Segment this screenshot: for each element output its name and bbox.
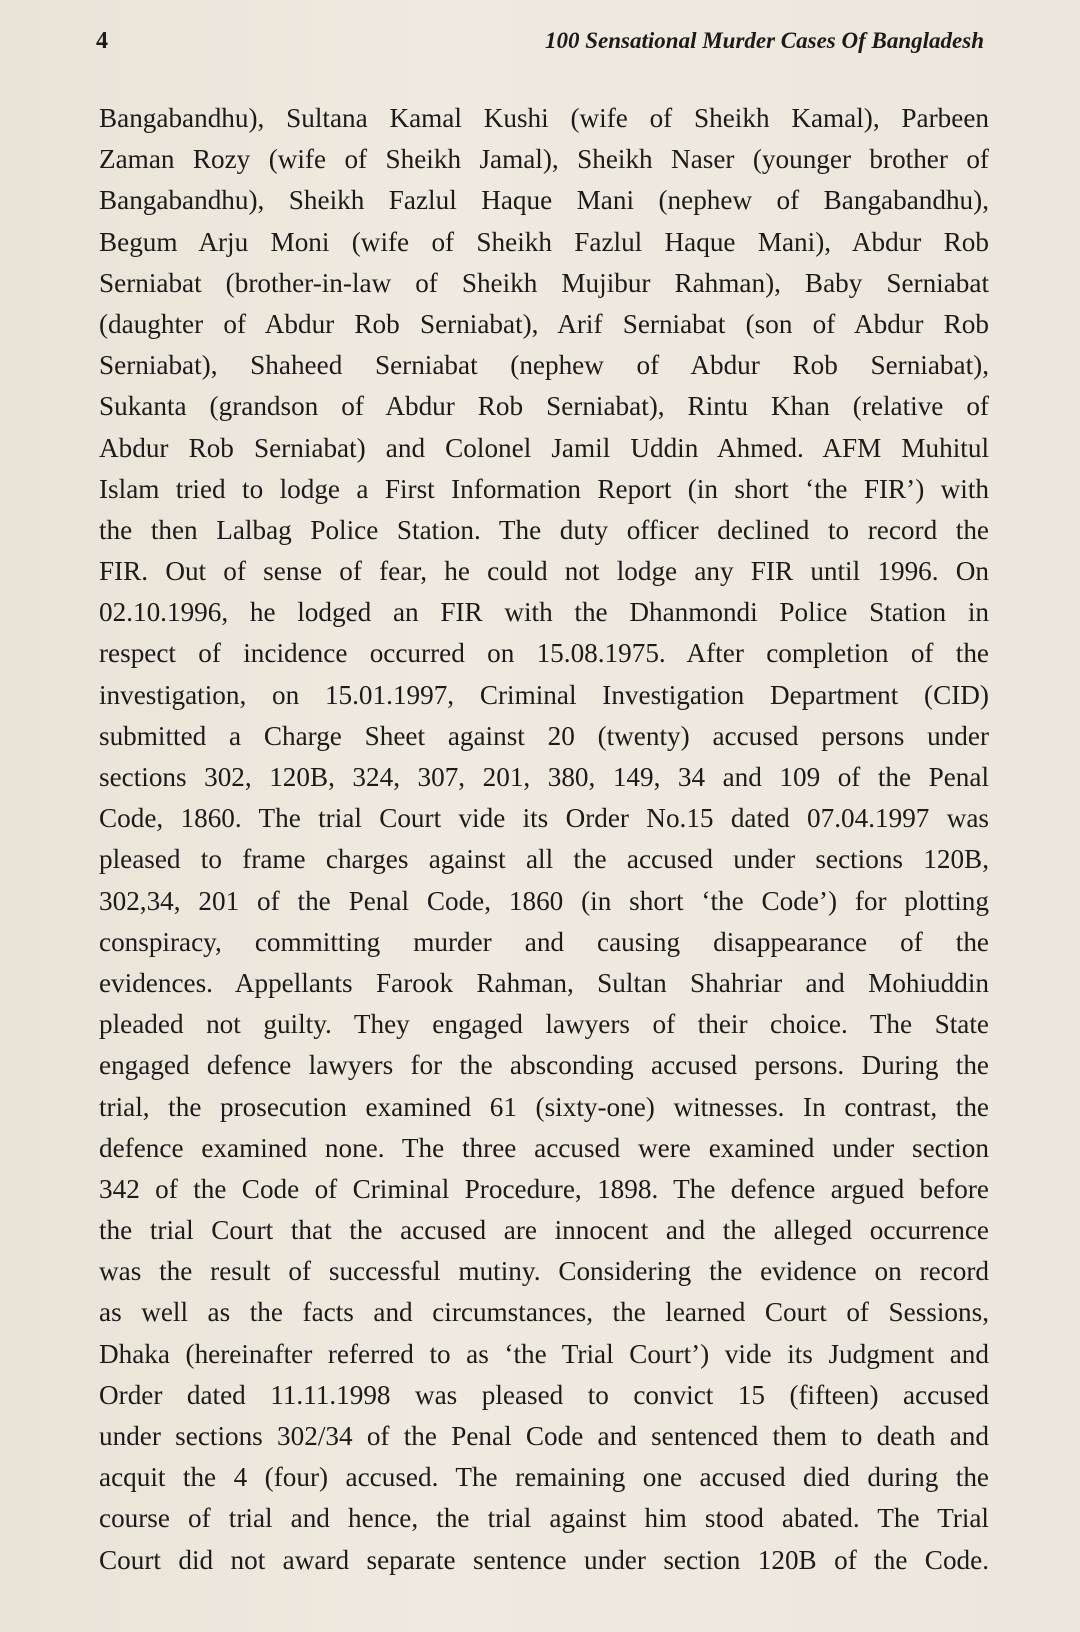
text-line: Begum Arju Moni (wife of Sheikh Fazlul Haque Mani), Abdur Rob bbox=[99, 226, 989, 257]
text-line: Islam tried to lodge a First Information Report (in short ‘the FIR’) with bbox=[99, 473, 989, 504]
text-line: acquit the 4 (four) accused. The remaining one accused died during the bbox=[99, 1462, 989, 1493]
text-line: was the result of successful mutiny. Considering the evidence on record bbox=[99, 1256, 989, 1287]
text-line: as well as the facts and circumstances, the learned Court of Sessions, bbox=[99, 1297, 989, 1328]
page-header bbox=[96, 28, 984, 62]
text-line: Order dated 11.11.1998 was pleased to convict 15 (fifteen) accused bbox=[99, 1379, 989, 1410]
text-line: FIR. Out of sense of fear, he could not lodge any FIR until 1996. On bbox=[99, 556, 989, 587]
body-paragraph bbox=[99, 98, 989, 1581]
text-line: sections 302, 120B, 324, 307, 201, 380, 149, 34 and 109 of the Penal bbox=[99, 762, 989, 792]
text-line: trial, the prosecution examined 61 (sixty-one) witnesses. In contrast, the bbox=[99, 1091, 989, 1122]
running-title: 100 Sensational Murder Cases Of Bangladesh bbox=[545, 28, 984, 53]
text-line: pleased to frame charges against all the accused under sections 120B, bbox=[99, 844, 989, 875]
text-line: pleaded not guilty. They engaged lawyers of their choice. The State bbox=[99, 1009, 989, 1040]
text-line: Bangabandhu), Sheikh Fazlul Haque Mani (nephew of Bangabandhu), bbox=[99, 185, 989, 216]
text-line: Serniabat (brother-in-law of Sheikh Mujibur Rahman), Baby Serniabat bbox=[99, 267, 989, 298]
text-line: course of trial and hence, the trial against him stood abated. The Trial bbox=[99, 1503, 989, 1534]
text-line: (daughter of Abdur Rob Serniabat), Arif Serniabat (son of Abdur Rob bbox=[99, 308, 989, 339]
page-number: 4 bbox=[96, 28, 108, 54]
text-line: Code, 1860. The trial Court vide its Order No.15 dated 07.04.1997 was bbox=[99, 803, 989, 834]
text-line: Abdur Rob Serniabat) and Colonel Jamil Uddin Ahmed. AFM Muhitul bbox=[99, 432, 989, 463]
text-line: under sections 302/34 of the Penal Code and sentenced them to death and bbox=[99, 1421, 989, 1451]
text-line: Zaman Rozy (wife of Sheikh Jamal), Sheikh Naser (younger brother of bbox=[99, 144, 989, 175]
text-line: Court did not award separate sentence under section 120B of the Code. bbox=[99, 1544, 989, 1575]
text-line: 302,34, 201 of the Penal Code, 1860 (in short ‘the Code’) for plotting bbox=[99, 885, 989, 916]
text-line: the trial Court that the accused are innocent and the alleged occurrence bbox=[99, 1215, 989, 1246]
text-line: submitted a Charge Sheet against 20 (twenty) accused persons under bbox=[99, 720, 989, 751]
text-line: defence examined none. The three accused were examined under section bbox=[99, 1132, 989, 1163]
text-line: Dhaka (hereinafter referred to as ‘the Trial Court’) vide its Judgment and bbox=[99, 1338, 989, 1369]
text-line: conspiracy, committing murder and causing disappearance of the bbox=[99, 926, 989, 957]
text-line: engaged defence lawyers for the absconding accused persons. During the bbox=[99, 1050, 989, 1081]
text-line: respect of incidence occurred on 15.08.1975. After completion of the bbox=[99, 638, 989, 669]
text-line: Serniabat), Shaheed Serniabat (nephew of Abdur Rob Serniabat), bbox=[99, 350, 989, 381]
text-line: 342 of the Code of Criminal Procedure, 1898. The defence argued before bbox=[99, 1173, 989, 1204]
text-line: Sukanta (grandson of Abdur Rob Serniabat), Rintu Khan (relative of bbox=[99, 391, 989, 422]
text-line: Bangabandhu), Sultana Kamal Kushi (wife of Sheikh Kamal), Parbeen bbox=[99, 103, 989, 133]
text-line: the then Lalbag Police Station. The duty officer declined to record the bbox=[99, 514, 989, 545]
text-line: evidences. Appellants Farook Rahman, Sultan Shahriar and Mohiuddin bbox=[99, 967, 989, 998]
text-line: investigation, on 15.01.1997, Criminal Investigation Department (CID) bbox=[99, 679, 989, 710]
text-line: 02.10.1996, he lodged an FIR with the Dhanmondi Police Station in bbox=[99, 597, 989, 628]
